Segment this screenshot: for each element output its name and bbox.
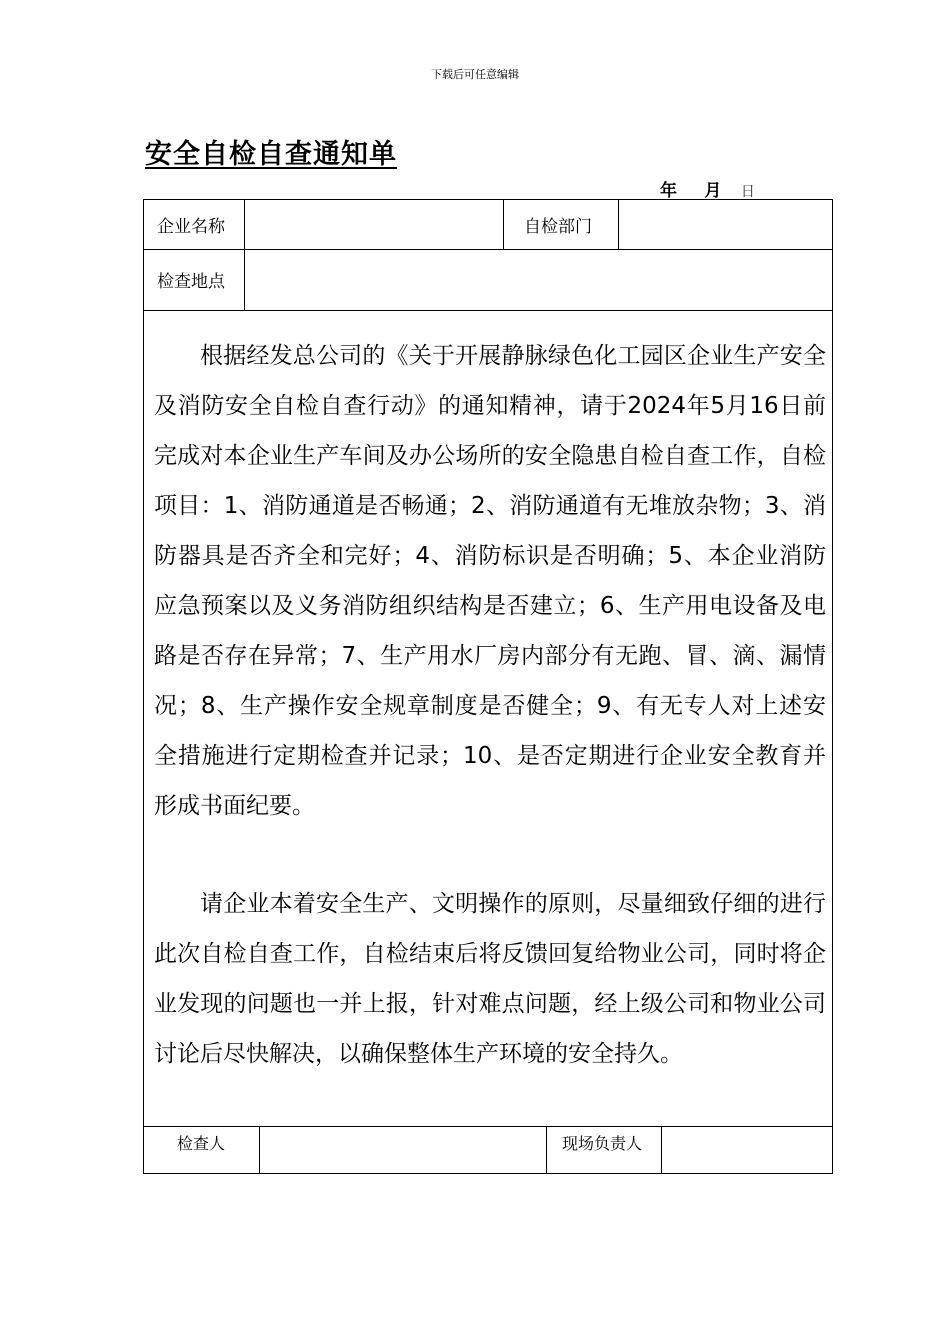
inspection-dept-label: 自检部门 <box>524 217 592 237</box>
header-note: 下载后可任意编辑 <box>431 68 519 81</box>
date-month: 月 <box>704 181 722 201</box>
inspection-dept-field[interactable] <box>619 200 832 249</box>
company-name-field[interactable] <box>245 200 503 249</box>
notice-paragraph-1: 根据经发总公司的《关于开展静脉绿色化工园区企业生产安全及消防安全自检自查行动》的通知精神，请于2024年5月16日前完成对本企业生产车间及办公场所的安全隐患自检自查工作，自检项目：1、消防通道是否畅通；2、消防通道有无堆放杂物；3、消防器具是否齐全和完好；4、消防标识是否明确；5、本企业消防应急预案以及义务消防组织结构是否建立；6、生产用电设备及电路是否存在异常；7、生产用水厂房内部分有无跑、冒、滴、漏情况；8、生产操作安全规章制度是否健全；9、有无专人对上述安全措施进行定期检查并记录；10、是否定期进行企业安全教育并形成书面纪要。 <box>154 343 826 819</box>
inspector-label: 检查人 <box>177 1134 226 1153</box>
site-manager-label: 现场负责人 <box>562 1134 643 1153</box>
notice-table <box>143 199 833 1174</box>
notice-paragraph-2: 请企业本着安全生产、文明操作的原则，尽量细致仔细的进行此次自检自查工作，自检结束后将反馈回复给物业公司，同时将企业发现的问题也一并上报，针对难点问题，经上级公司和物业公司讨论后尽快解决，以确保整体生产环境的安全持久。 <box>154 891 826 1067</box>
document-title: 安全自检自查通知单 <box>145 139 397 170</box>
date-day: 日 <box>740 184 755 200</box>
date-year: 年 <box>660 181 677 201</box>
company-name-label: 企业名称 <box>157 217 225 237</box>
inspector-field[interactable] <box>260 1127 546 1174</box>
inspection-location-label: 检查地点 <box>157 272 225 292</box>
site-manager-field[interactable] <box>662 1127 832 1174</box>
inspection-location-field[interactable] <box>245 250 832 310</box>
row-divider <box>144 310 832 311</box>
col-divider <box>503 200 504 249</box>
col-divider <box>546 1126 547 1174</box>
date-line <box>660 176 755 201</box>
